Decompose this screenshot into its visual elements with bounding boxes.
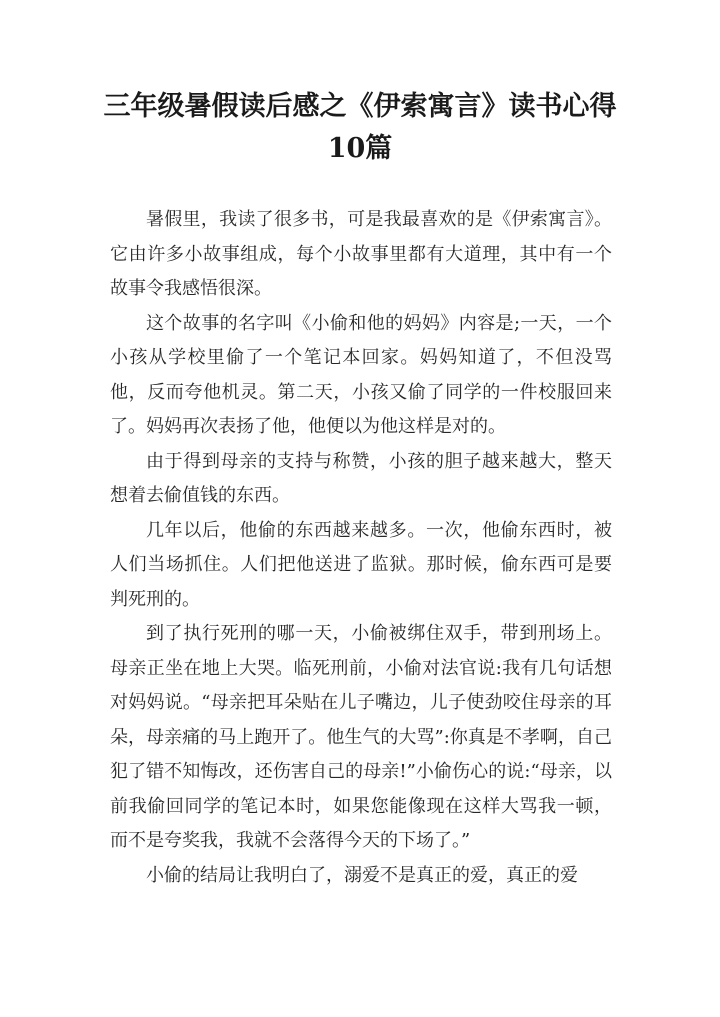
paragraph-1: 暑假里，我读了很多书，可是我最喜欢的是《伊索寓言》。它由许多小故事组成，每个小故事里都有大道理，其中有一个故事令我感悟很深。 — [110, 209, 612, 299]
paragraph-3: 由于得到母亲的支持与称赞，小孩的胆子越来越大，整天想着去偷值钱的东西。 — [110, 450, 612, 506]
paragraph-4: 几年以后，他偷的东西越来越多。一次，他偷东西时，被人们当场抓住。人们把他送进了监狱。那时候，偷东西可是要判死刑的。 — [110, 519, 612, 610]
paragraph-6: 小偷的结局让我明白了，溺爱不是真正的爱，真正的爱 — [146, 864, 578, 886]
paragraph-5: 到了执行死刑的哪一天，小偷被绑住双手，带到刑场上。母亲正坐在地上大哭。临死刑前，小偷对法官说:我有几句话想对妈妈说。“母亲把耳朵贴在儿子嘴边，儿子使劲咬住母亲的耳朵，母亲痛的马上跑开了。他生气的大骂”:你真是不孝啊，自己犯了错不知悔改，还伤害自己的母亲!”小偷伤心的说:“母亲，以前我偷回同学的笔记本时，如果您能像现在这样大骂我一顿，而不是夸奖我，我就不会落得今天的下场了。” — [110, 623, 612, 851]
document-body — [110, 203, 612, 893]
document-title — [60, 86, 660, 170]
title-line-2: 10篇 — [327, 133, 393, 164]
title-line-1: 三年级暑假读后感之《伊索寓言》读书心得 — [103, 91, 617, 122]
paragraph-2: 这个故事的名字叫《小偷和他的妈妈》内容是;一天，一个小孩从学校里偷了一个笔记本回家。妈妈知道了，不但没骂他，反而夸他机灵。第二天，小孩又偷了同学的一件校服回来了。妈妈再次表扬了他，他便以为他这样是对的。 — [110, 312, 612, 437]
